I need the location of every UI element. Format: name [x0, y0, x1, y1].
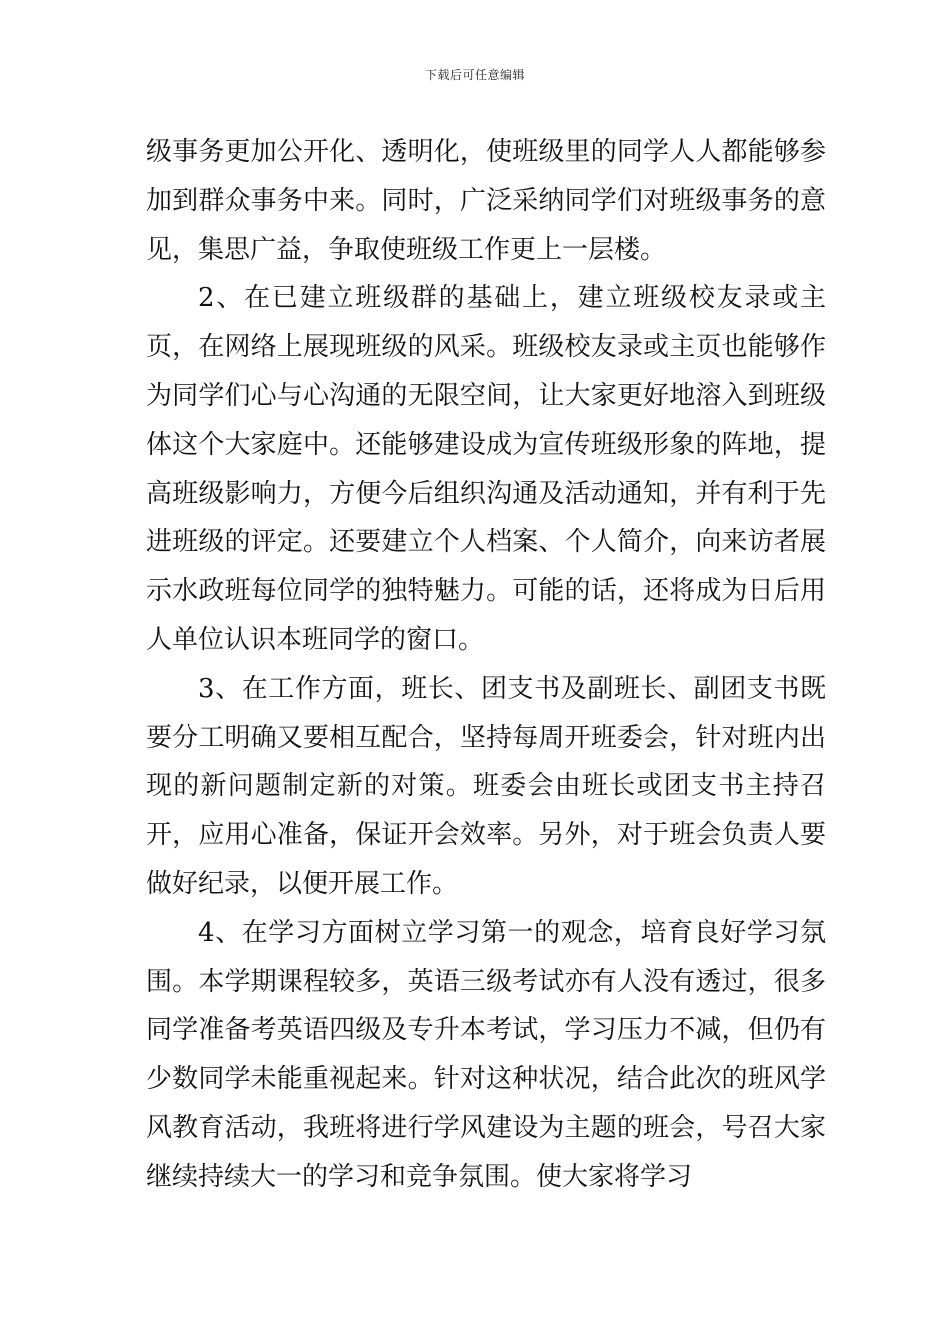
page-header: 下载后可任意编辑 [424, 68, 525, 82]
paragraph-item-2: 2、在已建立班级群的基础上，建立班级校友录或主页，在网络上展现班级的风采。班级校友录或主页也能够作为同学们心与心沟通的无限空间，让大家更好地溶入到班级体这个大家庭中。还能够建设成为宣传班级形象的阵地，提高班级影响力，方便今后组织沟通及活动通知，并有利于先进班级的评定。还要建立个人档案、个人简介，向来访者展示水政班每位同学的独特魅力。可能的话，还将成为日后用人单位认识本班同学的窗口。 [146, 283, 826, 655]
paragraph-item-4: 4、在学习方面树立学习第一的观念，培育良好学习氛围。本学期课程较多，英语三级考试亦有人没有透过，很多同学准备考英语四级及专升本考试，学习压力不减，但仍有少数同学未能重视起来。针对这种状况，结合此次的班风学风教育活动，我班将进行学风建设为主题的班会，号召大家继续持续大一的学习和竞争氛围。使大家将学习 [146, 917, 826, 1192]
paragraph-continuation: 级事务更加公开化、透明化，使班级里的同学人人都能够参加到群众事务中来。同时，广泛采纳同学们对班级事务的意见，集思广益，争取使班级工作更上一层楼。 [146, 137, 826, 265]
paragraph-item-3: 3、在工作方面，班长、团支书及副班长、副团支书既要分工明确又要相互配合，坚持每周开班委会，针对班内出现的新问题制定新的对策。班委会由班长或团支书主持召开，应用心准备，保证开会效率。另外，对于班会负责人要做好纪录，以便开展工作。 [146, 673, 826, 899]
document-body [146, 128, 826, 1202]
